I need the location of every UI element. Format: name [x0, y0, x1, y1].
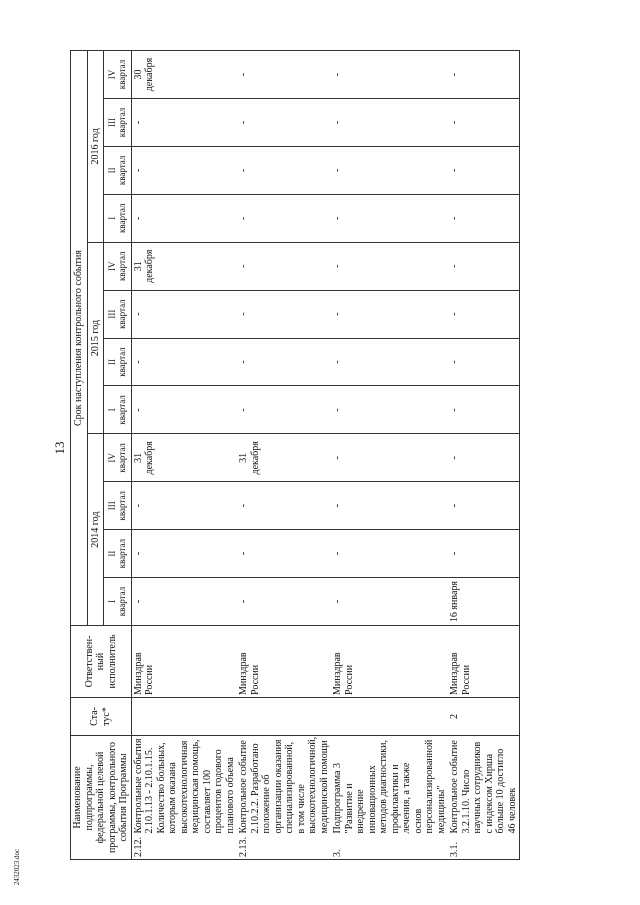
table-row	[131, 51, 237, 860]
quarter-date-cell: -	[448, 242, 520, 290]
quarter-header	[104, 99, 131, 147]
quarter-numeral: II	[107, 359, 118, 365]
quarter-date-cell: 30 декабря	[131, 51, 237, 99]
quarter-date-cell: -	[448, 290, 520, 338]
quarter-date-cell: -	[448, 386, 520, 434]
header-name: Наименование подпрограммы, федеральной целевой программы, контрольного события Программы	[71, 735, 132, 859]
quarter-word: квартал	[117, 443, 128, 473]
quarter-date-cell: -	[131, 386, 237, 434]
quarter-date-cell: -	[448, 338, 520, 386]
quarter-date-cell: -	[331, 434, 448, 482]
quarter-header	[104, 434, 131, 482]
quarter-date-cell: -	[237, 146, 331, 194]
quarter-date-cell: -	[331, 99, 448, 147]
quarter-numeral: III	[107, 117, 118, 127]
quarter-word: квартал	[117, 59, 128, 90]
quarter-date-cell: -	[331, 242, 448, 290]
quarter-date-cell: -	[448, 146, 520, 194]
quarter-header	[104, 530, 131, 578]
quarter-word: квартал	[117, 299, 128, 329]
quarter-date-cell: -	[331, 530, 448, 578]
quarter-date-cell: -	[237, 51, 331, 99]
quarter-numeral: I	[107, 600, 118, 604]
quarter-numeral: IV	[107, 261, 118, 271]
row-status: 2	[448, 697, 520, 735]
quarter-date-cell: -	[237, 530, 331, 578]
quarter-date-cell: -	[448, 530, 520, 578]
header-responsible: Ответствен-ный исполнитель	[71, 625, 132, 697]
control-events-table	[70, 50, 520, 860]
quarter-word: квартал	[117, 251, 128, 281]
row-number: 3.	[331, 836, 448, 860]
header-status: Ста-тус*	[71, 697, 132, 735]
table-row	[331, 51, 448, 860]
quarter-date-cell: -	[331, 338, 448, 386]
row-name: Подпрограмма 3 "Развитие и внедрение инновационных методов диагностики, профилактики и лечения, а также основ персонализированной медицины"	[331, 735, 448, 835]
quarter-date-cell: -	[131, 194, 237, 242]
quarter-header	[104, 242, 131, 290]
quarter-word: квартал	[117, 347, 128, 377]
quarter-header	[104, 290, 131, 338]
quarter-date-cell: -	[237, 194, 331, 242]
quarter-numeral: IV	[107, 453, 118, 463]
row-number: 2.12.	[131, 836, 237, 860]
quarter-date-cell: -	[131, 290, 237, 338]
quarter-date-cell: -	[448, 51, 520, 99]
table-row	[237, 51, 331, 860]
quarter-word: квартал	[117, 107, 128, 138]
header-year-2014: 2014 год	[87, 434, 104, 626]
row-responsible: Минздрав России	[331, 625, 448, 697]
quarter-date-cell: 31 декабря	[237, 434, 331, 482]
table-body	[131, 51, 520, 860]
quarter-numeral: I	[107, 216, 118, 220]
quarter-numeral: III	[107, 501, 118, 511]
quarter-date-cell: -	[448, 194, 520, 242]
quarter-numeral: II	[107, 167, 118, 174]
page-number: 13	[52, 441, 67, 455]
quarter-date-cell: -	[448, 434, 520, 482]
quarter-date-cell: -	[237, 242, 331, 290]
quarter-date-cell: -	[131, 99, 237, 147]
quarter-date-cell: -	[331, 386, 448, 434]
quarter-header	[104, 578, 131, 626]
quarter-header	[104, 146, 131, 194]
quarter-date-cell: 31 декабря	[131, 242, 237, 290]
quarter-word: квартал	[117, 395, 128, 425]
quarter-date-cell: -	[331, 51, 448, 99]
quarter-date-cell: -	[331, 194, 448, 242]
quarter-date-cell: -	[448, 99, 520, 147]
header-year-2015: 2015 год	[87, 242, 104, 434]
quarter-date-cell: -	[237, 338, 331, 386]
quarter-date-cell: -	[131, 578, 237, 626]
quarter-word: квартал	[117, 538, 128, 569]
quarter-date-cell: 31 декабря	[131, 434, 237, 482]
row-name: Контрольное событие 3.2.1.10. Число научных сотрудников с индексом Хирша больше 10 достигло 46 человек	[448, 735, 520, 835]
quarter-date-cell: -	[131, 530, 237, 578]
quarter-numeral: III	[107, 309, 118, 319]
quarter-word: квартал	[117, 203, 128, 234]
quarter-date-cell: 16 января	[448, 578, 520, 626]
quarter-word: квартал	[117, 490, 128, 521]
quarter-date-cell: -	[448, 482, 520, 530]
quarter-date-cell: -	[131, 146, 237, 194]
quarter-header	[104, 482, 131, 530]
row-name: Контрольные события 2.10.1.13 - 2.10.1.15. Количество больных, которым оказана высокотехнологичная медицинская помощь, составляет 100 процентов годового планового объема	[131, 735, 237, 835]
quarter-date-cell: -	[237, 99, 331, 147]
header-year-2016: 2016 год	[87, 51, 104, 243]
quarter-header	[104, 51, 131, 99]
quarter-numeral: II	[107, 550, 118, 557]
row-responsible: Минздрав России	[448, 625, 520, 697]
quarter-date-cell: -	[237, 290, 331, 338]
row-status	[131, 697, 237, 735]
row-status	[331, 697, 448, 735]
quarter-date-cell: -	[131, 338, 237, 386]
row-responsible: Минздрав России	[237, 625, 331, 697]
quarter-date-cell: -	[237, 578, 331, 626]
quarter-date-cell: -	[331, 290, 448, 338]
quarter-date-cell: -	[331, 578, 448, 626]
quarter-date-cell: -	[331, 146, 448, 194]
row-number: 2.13.	[237, 836, 331, 860]
quarter-date-cell: -	[237, 482, 331, 530]
quarter-word: квартал	[117, 155, 128, 186]
quarter-header	[104, 194, 131, 242]
quarter-word: квартал	[117, 586, 128, 617]
row-number: 3.1.	[448, 836, 520, 860]
row-responsible: Минздрав России	[131, 625, 237, 697]
quarter-numeral: I	[107, 408, 118, 412]
footer-filename: 2432023.doc	[13, 848, 21, 886]
quarter-header	[104, 386, 131, 434]
row-name: Контрольное событие 2.10.2.2. Разработано положение об организации оказания специализированной, в том числе высокотехнологичной, медицинской помощи	[238, 736, 330, 834]
quarter-date-cell: -	[331, 482, 448, 530]
row-status	[237, 697, 331, 735]
table-row	[448, 51, 520, 860]
quarter-date-cell: -	[237, 386, 331, 434]
quarter-date-cell: -	[131, 482, 237, 530]
quarter-header	[104, 338, 131, 386]
document-sheet	[70, 50, 570, 860]
header-period: Срок наступления контрольного события	[71, 51, 88, 626]
quarter-numeral: IV	[107, 69, 118, 80]
